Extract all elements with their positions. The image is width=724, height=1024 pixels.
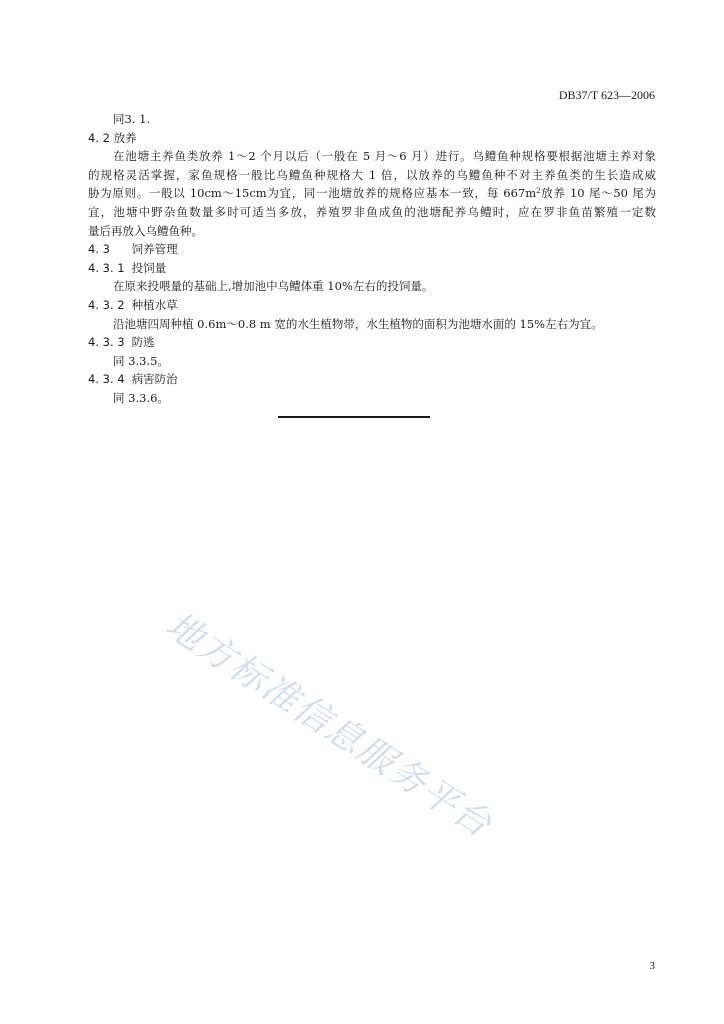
section-title: 种植水草 bbox=[131, 297, 178, 312]
section-number: 4. 3. 4 bbox=[88, 372, 125, 387]
paragraph-line: 宜，池塘中野杂鱼数量多时可适当多放，养殖罗非鱼成鱼的池塘配养乌鳢时，应在罗非鱼苗繁殖一定数 bbox=[88, 204, 656, 219]
section-title: 投饲量 bbox=[131, 260, 167, 275]
section-text: 沿池塘四周种植 0.6m～0.8 m 宽的水生植物带，水生植物的面积为池塘水面的 15%左右为宜。 bbox=[113, 316, 603, 331]
section-heading-4-3-4 bbox=[88, 370, 656, 389]
paragraph-line: 的规格灵活掌握，家鱼规格一般比乌鳢鱼种规格大 1 倍，以放养的乌鳢鱼种不对主养鱼类的生长造成威 bbox=[88, 167, 656, 182]
watermark: 地方标准信息服务平台 bbox=[158, 604, 500, 847]
section-title: 病害防治 bbox=[131, 372, 178, 387]
paragraph-line bbox=[88, 184, 656, 203]
document-body bbox=[88, 110, 656, 408]
section-text: 同 3.3.6。 bbox=[113, 390, 169, 405]
stocking-paragraph bbox=[88, 147, 656, 240]
section-title: 放养 bbox=[113, 130, 137, 145]
section-number: 4. 3 bbox=[88, 242, 110, 257]
paragraph-segment: 放养 10 尾～50 尾为 bbox=[540, 186, 656, 201]
paragraph-line: 量后再放入乌鳢鱼种。 bbox=[88, 223, 203, 238]
section-heading-4-2 bbox=[88, 129, 656, 148]
paragraph-segment: 胁为原则。一般以 10cm～15cm为宜，同一池塘放养的规格应基本一致，每 667m bbox=[88, 186, 537, 201]
section-title: 防逃 bbox=[131, 335, 155, 350]
section-text: 在原来投喂量的基础上,增加池中乌鳢体重 10%左右的投饲量。 bbox=[113, 279, 434, 294]
superscript: 2 bbox=[536, 187, 541, 196]
paragraph-line: 在池塘主养鱼类放养 1～2 个月以后（一般在 5 月～6 月）进行。乌鳢鱼种规格要根据池塘主养对象 bbox=[113, 149, 656, 164]
page-number: 3 bbox=[649, 960, 655, 972]
section-heading-4-3-3 bbox=[88, 333, 656, 352]
section-text: 同 3.3.5。 bbox=[113, 353, 169, 368]
section-number: 4. 3. 2 bbox=[88, 297, 125, 312]
section-number: 4. 2 bbox=[88, 130, 110, 145]
section-number: 4. 3. 1 bbox=[88, 260, 125, 275]
end-of-document-rule bbox=[278, 416, 430, 418]
section-heading-4-3-2 bbox=[88, 296, 656, 315]
standard-code: DB37/T 623—2006 bbox=[558, 88, 655, 102]
section-title: 饲养管理 bbox=[131, 242, 178, 257]
reference-text: 同3. 1. bbox=[113, 112, 151, 126]
section-heading-4-3-1 bbox=[88, 259, 656, 278]
section-heading-4-3 bbox=[88, 240, 656, 259]
section-number: 4. 3. 3 bbox=[88, 335, 125, 350]
